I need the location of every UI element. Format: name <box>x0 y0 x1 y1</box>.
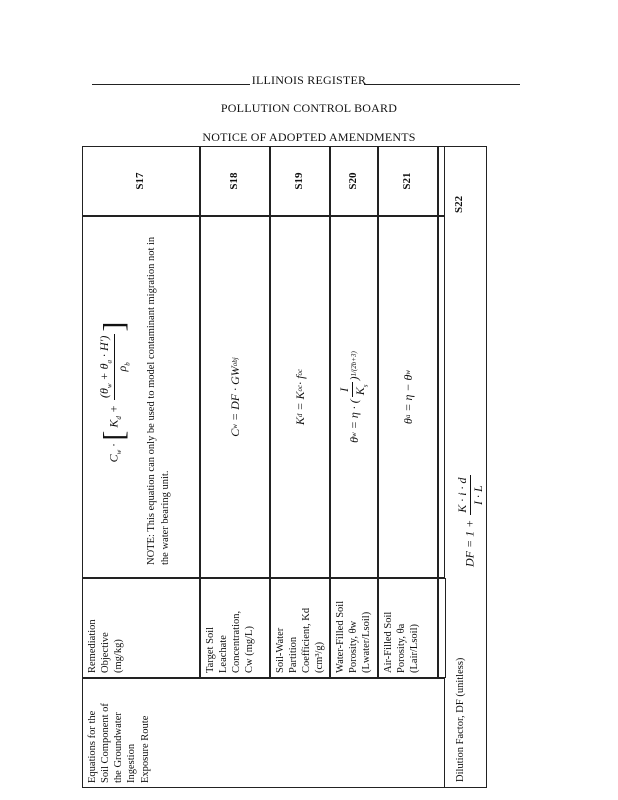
param-label-s19: Soil-Water Partition Coefficient, Kd (cm³/g) <box>275 607 326 673</box>
param-cell-s21 <box>378 578 438 678</box>
equation-s20: θ w = η · ( I $K_s$ ) 1/(2b+3) <box>330 216 378 578</box>
board-title: POLLUTION CONTROL BOARD <box>220 101 398 115</box>
route-heading: Equations for the Soil Component of the Groundwater Ingestion Exposure Route <box>87 703 151 783</box>
notice-title: NOTICE OF ADOPTED AMENDMENTS <box>202 130 416 144</box>
eq-number-s20: S20 <box>330 146 378 216</box>
param-cell-s19 <box>270 578 330 678</box>
param-label-s17: Remediation Objective (mg/kg) <box>87 619 125 673</box>
equation-s17: $C_w$ · [ $K_d$ + $(\theta_w + \theta_a \cdot H')$ $\rho_b$ ] <box>97 321 132 463</box>
equation-s19: K d = K oc · f oc <box>270 216 330 578</box>
equations-table <box>82 146 445 788</box>
eq-number-s18: S18 <box>200 146 270 216</box>
param-label-s20: Water-Filled Soil Porosity, θw (Lwater/Lsoil) <box>335 600 373 673</box>
route-heading-cell <box>82 678 445 788</box>
eq-number-s22 <box>438 146 445 216</box>
param-label-s22: Dilution Factor, DF (unitless) <box>455 657 466 782</box>
note-s17: NOTE: This equation can only be used to model contaminant migration not in the water bearing unit. <box>146 236 171 565</box>
param-cell-s17 <box>82 578 200 678</box>
register-rule-left <box>92 84 250 85</box>
equation-s22 <box>438 216 445 578</box>
equation-s18: C w = DF · GW obj <box>200 216 270 578</box>
param-cell-s18 <box>200 578 270 678</box>
row-s22 <box>445 146 487 788</box>
register-rule-right <box>364 84 520 85</box>
param-cell-s20 <box>330 578 378 678</box>
param-label-s21: Air-Filled Soil Porosity, θa (Lair/Lsoil) <box>383 611 421 673</box>
eq-number-s21: S21 <box>378 146 438 216</box>
eq-number-s22-label: S22 <box>453 195 465 213</box>
eq-number-s17: S17 <box>82 146 200 216</box>
eq-number-s19: S19 <box>270 146 330 216</box>
param-label-s18: Target Soil Leachate Concentration, Cw (mg/L) <box>205 610 256 673</box>
equation-s21: θ a = η − θ w <box>378 216 438 578</box>
equation-s22-label: DF = 1 + K · i · d I · L <box>455 477 485 567</box>
equation-cell-s17 <box>82 216 200 578</box>
register-title: ILLINOIS REGISTER <box>251 73 367 87</box>
equations-table-wrapper <box>82 146 445 788</box>
